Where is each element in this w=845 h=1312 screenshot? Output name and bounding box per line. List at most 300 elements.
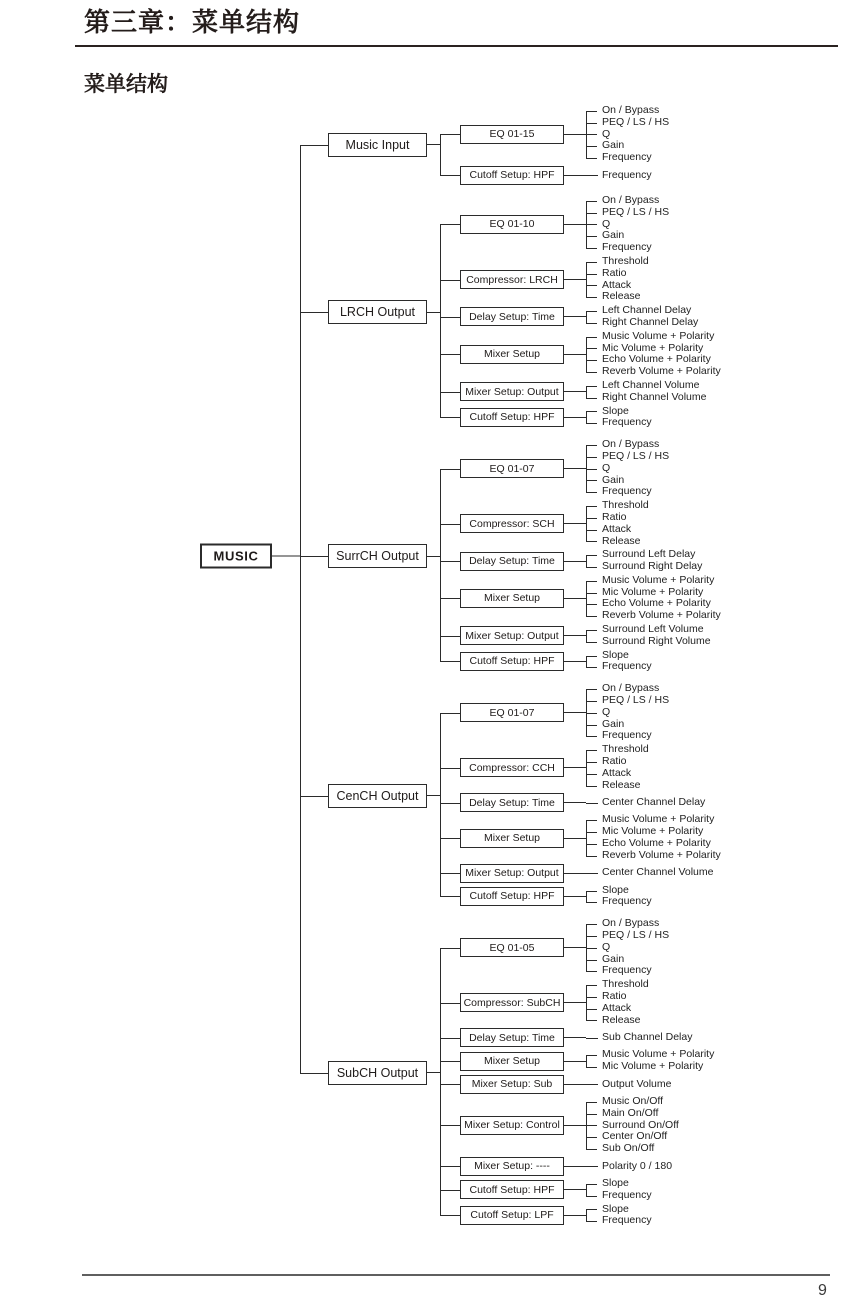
sub-row-eq-01-15 <box>440 104 669 165</box>
branch-row <box>328 917 721 1228</box>
sub-row-cutoff-setup-hpf <box>440 405 721 431</box>
leaf-item <box>586 117 669 129</box>
leaf-item <box>586 1032 692 1044</box>
leaf-item <box>586 1215 652 1227</box>
leaf-label: Q <box>602 940 611 953</box>
leaf-label: On / Bypass <box>602 193 660 206</box>
sub-row-inner <box>460 166 669 185</box>
leaf-item <box>586 366 721 378</box>
sub-row-cutoff-setup-lpf <box>440 1203 714 1229</box>
branch-box-lrch-output: LRCH Output <box>328 300 427 324</box>
sub-box-mixer-setup: Mixer Setup <box>460 589 564 608</box>
leaf-item <box>586 636 711 648</box>
connector-line <box>427 144 440 145</box>
connector-line <box>564 523 586 524</box>
leaf-item <box>586 486 669 498</box>
leaf-list <box>586 1049 714 1073</box>
sub-row-compressor-sch <box>440 499 721 548</box>
branch-row <box>328 194 721 430</box>
leaf-label: Frequency <box>602 1188 652 1201</box>
sub-box-mixer-setup: Mixer Setup <box>460 829 564 848</box>
sub-row-inner <box>460 1096 714 1155</box>
sub-box-mixer-setup: Mixer Setup <box>460 1052 564 1071</box>
leaf-list <box>586 918 669 977</box>
connector-line <box>564 1166 586 1167</box>
connector-line <box>564 767 586 768</box>
leaf-item <box>586 242 669 254</box>
sub-row-inner <box>460 650 721 674</box>
sub-row-inner <box>460 380 721 404</box>
sub-box-mixer-setup-output: Mixer Setup: Output <box>460 864 564 883</box>
sub-row-inner <box>460 575 721 622</box>
leaf-label: Surround Right Delay <box>602 560 703 573</box>
music-root-attach <box>200 544 300 569</box>
sub-box-cutoff-setup-hpf: Cutoff Setup: HPF <box>460 408 564 427</box>
leaf-label: Q <box>602 217 611 230</box>
leaf-label: Attack <box>602 766 632 779</box>
leaf-item <box>586 930 669 942</box>
sub-box-delay-setup-time: Delay Setup: Time <box>460 793 564 812</box>
leaf-label: Gain <box>602 473 625 486</box>
leaf-list <box>586 1096 679 1155</box>
leaf-label: Frequency <box>602 241 652 254</box>
sub-row-inner <box>460 979 714 1026</box>
sub-row-eq-01-10 <box>440 194 721 255</box>
leaf-label: Mic Volume + Polarity <box>602 585 704 598</box>
sub-row-mixer-setup-sub <box>440 1074 714 1095</box>
leaf-label: Frequency <box>602 660 652 673</box>
sub-row-inner <box>460 744 721 791</box>
connector-line <box>564 712 586 713</box>
leaf-label: Reverb Volume + Polarity <box>602 609 721 622</box>
sub-box-compressor-lrch: Compressor: LRCH <box>460 270 564 289</box>
leaf-label: Output Volume <box>602 1077 672 1090</box>
branch-group-music-input <box>300 100 721 190</box>
leaf-item <box>586 291 649 303</box>
sub-row-mixer-setup-output <box>440 379 721 405</box>
sub-row-inner <box>460 549 721 573</box>
sub-box-cutoff-setup-hpf: Cutoff Setup: HPF <box>460 887 564 906</box>
sub-row-inner <box>460 885 721 909</box>
leaf-item <box>586 965 669 977</box>
sub-box-eq-01-15: EQ 01-15 <box>460 125 564 144</box>
sub-row-cutoff-setup-hpf <box>440 1177 714 1203</box>
sub-row-cutoff-setup-hpf <box>440 884 721 910</box>
leaf-label: Music Volume + Polarity <box>602 1048 715 1061</box>
leaf-list <box>586 650 652 674</box>
leaf-label: Left Channel Delay <box>602 304 692 317</box>
sub-row-inner <box>460 1178 714 1202</box>
leaf-label: Release <box>602 290 641 303</box>
leaf-label: PEQ / LS / HS <box>602 929 670 942</box>
branch-row <box>328 104 721 186</box>
sub-row-eq-01-05 <box>440 917 714 978</box>
branch-group-surrch-output <box>213 434 721 678</box>
leaf-label: Surround Left Delay <box>602 548 696 561</box>
sub-row-delay-setup-time <box>440 1027 714 1048</box>
sub-row-inner <box>460 793 721 812</box>
leaf-item <box>586 170 652 182</box>
leaf-item <box>586 942 669 954</box>
sub-menu-column <box>440 104 669 186</box>
leaf-label: Release <box>602 1013 641 1026</box>
sub-row-compressor-subch <box>440 978 714 1027</box>
sub-row-inner <box>460 195 721 254</box>
connector-line <box>564 896 586 897</box>
connector-line <box>564 838 586 839</box>
sub-box-delay-setup-time: Delay Setup: Time <box>460 1028 564 1047</box>
sub-row-delay-setup-time <box>440 548 721 574</box>
leaf-label: Ratio <box>602 755 627 768</box>
sub-row-mixer-setup-control <box>440 1095 714 1156</box>
connector-line <box>564 1189 586 1190</box>
menu-tree <box>213 100 721 1232</box>
sub-row-inner <box>460 500 721 547</box>
sub-row-inner <box>460 1028 714 1047</box>
connector-line <box>564 175 586 176</box>
music-root-box: MUSIC <box>200 544 272 569</box>
leaf-item <box>586 695 669 707</box>
leaf-label: Mic Volume + Polarity <box>602 825 704 838</box>
connector-line <box>564 316 586 317</box>
leaf-label: On / Bypass <box>602 438 660 451</box>
leaf-label: Q <box>602 127 611 140</box>
leaf-label: On / Bypass <box>602 917 660 930</box>
sub-row-delay-setup-time <box>440 792 721 813</box>
connector-line <box>564 661 586 662</box>
sub-row-delay-setup-time <box>440 304 721 330</box>
leaf-label: Right Channel Volume <box>602 390 707 403</box>
sub-box-eq-01-10: EQ 01-10 <box>460 215 564 234</box>
leaf-item <box>586 1061 714 1073</box>
leaf-label: Slope <box>602 1202 629 1215</box>
leaf-item <box>586 536 649 548</box>
leaf-label: Surround On/Off <box>602 1118 679 1131</box>
branch-row <box>328 682 721 909</box>
tree-groups <box>213 100 721 1232</box>
leaf-label: Frequency <box>602 485 652 498</box>
sub-row-inner <box>460 864 721 883</box>
leaf-list <box>586 683 669 742</box>
sub-box-delay-setup-time: Delay Setup: Time <box>460 307 564 326</box>
sub-box-cutoff-setup-hpf: Cutoff Setup: HPF <box>460 166 564 185</box>
leaf-label: Threshold <box>602 978 649 991</box>
leaf-label: Slope <box>602 883 629 896</box>
connector-line <box>427 312 440 313</box>
leaf-label: Music On/Off <box>602 1094 664 1107</box>
leaf-label: PEQ / LS / HS <box>602 694 670 707</box>
leaf-item <box>586 463 669 475</box>
leaf-label: Gain <box>602 229 625 242</box>
leaf-label: Attack <box>602 522 632 535</box>
leaf-list <box>586 797 705 809</box>
sub-box-mixer-setup-output: Mixer Setup: Output <box>460 626 564 645</box>
leaf-label: Frequency <box>602 151 652 164</box>
sub-row-mixer-setup <box>440 1048 714 1074</box>
branch-row <box>328 438 721 674</box>
leaf-item <box>586 392 706 404</box>
leaf-label: PEQ / LS / HS <box>602 115 670 128</box>
sub-row-eq-01-07 <box>440 438 721 499</box>
sub-row-inner <box>460 256 721 303</box>
connector-line <box>564 1125 586 1126</box>
sub-box-compressor-sch: Compressor: SCH <box>460 514 564 533</box>
sub-box-compressor-subch: Compressor: SubCH <box>460 993 564 1012</box>
branch-box-surrch-output: SurrCH Output <box>328 544 427 568</box>
connector-line <box>272 556 300 557</box>
sub-row-inner <box>460 1049 714 1073</box>
leaf-item <box>586 610 721 622</box>
leaf-item <box>586 1015 649 1027</box>
sub-row-inner <box>460 918 714 977</box>
sub-row-mixer-setup <box>440 1156 714 1177</box>
leaf-item <box>586 129 669 141</box>
leaf-label: Ratio <box>602 266 627 279</box>
sub-row-mixer-setup <box>440 330 721 379</box>
leaf-label: Gain <box>602 717 625 730</box>
leaf-label: Right Channel Delay <box>602 315 699 328</box>
leaf-list <box>586 439 669 498</box>
leaf-list <box>586 814 721 861</box>
leaf-label: Attack <box>602 1001 632 1014</box>
sub-row-mixer-setup-output <box>440 863 721 884</box>
leaf-label: Ratio <box>602 510 627 523</box>
leaf-list <box>586 575 721 622</box>
header-rule <box>75 45 838 47</box>
connector-line <box>427 556 440 557</box>
leaf-label: Surround Right Volume <box>602 634 711 647</box>
sub-box-mixer-setup: Mixer Setup <box>460 345 564 364</box>
leaf-label: PEQ / LS / HS <box>602 449 670 462</box>
leaf-label: Q <box>602 705 611 718</box>
sub-box-delay-setup-time: Delay Setup: Time <box>460 552 564 571</box>
leaf-item <box>586 850 721 862</box>
leaf-item <box>586 207 669 219</box>
sub-menu-column <box>440 917 714 1228</box>
branch-box-subch-output: SubCH Output <box>328 1061 427 1085</box>
leaf-item <box>586 417 652 429</box>
sub-box-mixer-setup-output: Mixer Setup: Output <box>460 382 564 401</box>
leaf-label: Center Channel Volume <box>602 866 714 879</box>
connector-line <box>564 1084 586 1085</box>
connector-line <box>564 417 586 418</box>
sub-row-inner <box>460 439 721 498</box>
leaf-label: Frequency <box>602 1214 652 1227</box>
leaf-list <box>586 1204 652 1228</box>
sub-row-inner <box>460 624 721 648</box>
leaf-label: Frequency <box>602 416 652 429</box>
sub-row-compressor-lrch <box>440 255 721 304</box>
sub-row-inner <box>460 1204 714 1228</box>
leaf-label: Threshold <box>602 254 649 267</box>
chapter-title: 第三章：菜单结构 <box>84 7 301 37</box>
connector-line <box>564 279 586 280</box>
connector-line <box>564 1215 586 1216</box>
leaf-list <box>586 1161 672 1173</box>
sub-row-inner <box>460 1075 714 1094</box>
branch-box-music-input: Music Input <box>328 133 427 157</box>
leaf-item <box>586 780 649 792</box>
leaf-item <box>586 152 669 164</box>
leaf-label: On / Bypass <box>602 104 660 116</box>
leaf-item <box>586 867 714 879</box>
sub-row-eq-01-07 <box>440 682 721 743</box>
leaf-label: On / Bypass <box>602 682 660 695</box>
leaf-list <box>586 1079 671 1091</box>
sub-box-mixer-setup: Mixer Setup: ---- <box>460 1157 564 1176</box>
sub-row-cutoff-setup-hpf <box>440 165 669 186</box>
branch-group-lrch-output <box>300 190 721 434</box>
connector-line <box>564 802 586 803</box>
leaf-label: Echo Volume + Polarity <box>602 837 711 850</box>
connector-line <box>427 1072 440 1073</box>
connector-line <box>564 1002 586 1003</box>
leaf-list <box>586 1032 692 1044</box>
sub-box-mixer-setup-control: Mixer Setup: Control <box>460 1116 564 1135</box>
connector-line <box>564 468 586 469</box>
connector-line <box>564 1061 586 1062</box>
leaf-label: Echo Volume + Polarity <box>602 597 711 610</box>
leaf-label: Release <box>602 534 641 547</box>
branch-group-subch-output <box>300 913 721 1232</box>
sub-row-mixer-setup-output <box>440 623 721 649</box>
sub-row-inner <box>460 331 721 378</box>
sub-box-eq-01-07: EQ 01-07 <box>460 703 564 722</box>
connector-line <box>427 795 440 796</box>
connector-line <box>564 873 586 874</box>
leaf-list <box>586 305 698 329</box>
leaf-label: Threshold <box>602 499 649 512</box>
leaf-label: Music Volume + Polarity <box>602 813 715 826</box>
sub-row-inner <box>460 105 669 164</box>
sub-box-cutoff-setup-lpf: Cutoff Setup: LPF <box>460 1206 564 1225</box>
sub-row-cutoff-setup-hpf <box>440 649 721 675</box>
leaf-list <box>586 979 649 1026</box>
leaf-label: Ratio <box>602 990 627 1002</box>
leaf-label: Threshold <box>602 743 649 756</box>
leaf-item <box>586 317 698 329</box>
leaf-label: Left Channel Volume <box>602 378 700 391</box>
leaf-label: Center On/Off <box>602 1130 668 1143</box>
leaf-item <box>586 797 705 809</box>
sub-row-inner <box>460 305 721 329</box>
leaf-item <box>586 1161 672 1173</box>
leaf-list <box>586 170 652 182</box>
leaf-label: Music Volume + Polarity <box>602 573 715 586</box>
leaf-label: Reverb Volume + Polarity <box>602 848 721 861</box>
branch-box-cench-output: CenCH Output <box>328 784 427 808</box>
connector-line <box>564 391 586 392</box>
sub-menu-column <box>440 438 721 674</box>
sub-row-inner <box>460 683 721 742</box>
leaf-label: Attack <box>602 278 632 291</box>
sub-box-eq-01-05: EQ 01-05 <box>460 938 564 957</box>
leaf-label: Slope <box>602 1176 629 1189</box>
leaf-label: Release <box>602 778 641 791</box>
leaf-label: PEQ / LS / HS <box>602 205 670 218</box>
leaf-label: Frequency <box>602 895 652 908</box>
leaf-list <box>586 406 652 430</box>
sub-row-inner <box>460 1157 714 1176</box>
leaf-item <box>586 1190 652 1202</box>
sub-row-mixer-setup <box>440 574 721 623</box>
connector-line <box>564 561 586 562</box>
sub-row-inner <box>460 814 721 861</box>
leaf-label: Q <box>602 461 611 474</box>
leaf-label: Surround Left Volume <box>602 623 704 636</box>
leaf-label: Frequency <box>602 168 652 181</box>
leaf-label: Slope <box>602 404 629 417</box>
sub-box-cutoff-setup-hpf: Cutoff Setup: HPF <box>460 1180 564 1199</box>
sub-box-compressor-cch: Compressor: CCH <box>460 758 564 777</box>
leaf-list <box>586 195 669 254</box>
section-title: 菜单结构 <box>84 73 168 96</box>
leaf-label: Mic Volume + Polarity <box>602 341 704 354</box>
leaf-item <box>586 707 669 719</box>
sub-box-eq-01-07: EQ 01-07 <box>460 459 564 478</box>
leaf-label: Reverb Volume + Polarity <box>602 365 721 378</box>
leaf-label: Polarity 0 / 180 <box>602 1159 673 1172</box>
leaf-label: Center Channel Delay <box>602 796 706 809</box>
leaf-list <box>586 744 649 791</box>
sub-menu-column <box>440 682 721 909</box>
sub-box-cutoff-setup-hpf: Cutoff Setup: HPF <box>460 652 564 671</box>
leaf-list <box>586 105 669 164</box>
footer-rule <box>82 1274 830 1276</box>
leaf-list <box>586 867 714 879</box>
leaf-label: Gain <box>602 139 625 152</box>
leaf-list <box>586 380 706 404</box>
page-number: 9 <box>818 1282 827 1299</box>
connector-line <box>564 947 586 948</box>
leaf-item <box>586 730 669 742</box>
branch-group-cench-output <box>300 678 721 913</box>
leaf-label: Sub On/Off <box>602 1142 655 1155</box>
leaf-item <box>586 661 652 673</box>
leaf-label: Gain <box>602 952 625 965</box>
sub-menu-column <box>440 194 721 430</box>
connector-line <box>564 134 586 135</box>
leaf-label: Slope <box>602 648 629 661</box>
leaf-item <box>586 896 652 908</box>
leaf-item <box>586 451 669 463</box>
leaf-list <box>586 256 649 303</box>
leaf-item <box>586 219 669 231</box>
leaf-list <box>586 624 711 648</box>
connector-line <box>564 224 586 225</box>
connector-line <box>564 598 586 599</box>
leaf-list <box>586 331 721 378</box>
sub-row-mixer-setup <box>440 813 721 862</box>
sub-row-inner <box>460 406 721 430</box>
leaf-label: Main On/Off <box>602 1106 659 1119</box>
leaf-item <box>586 1143 679 1155</box>
connector-line <box>564 354 586 355</box>
leaf-list <box>586 549 702 573</box>
leaf-label: Sub Channel Delay <box>602 1030 693 1043</box>
leaf-label: Echo Volume + Polarity <box>602 353 711 366</box>
connector-line <box>564 635 586 636</box>
leaf-list <box>586 1178 652 1202</box>
sub-row-compressor-cch <box>440 743 721 792</box>
leaf-label: Music Volume + Polarity <box>602 329 715 342</box>
leaf-item <box>586 1079 671 1091</box>
leaf-list <box>586 500 649 547</box>
connector-line <box>564 1037 586 1038</box>
leaf-item <box>586 561 702 573</box>
leaf-label: Frequency <box>602 964 652 977</box>
leaf-list <box>586 885 652 909</box>
